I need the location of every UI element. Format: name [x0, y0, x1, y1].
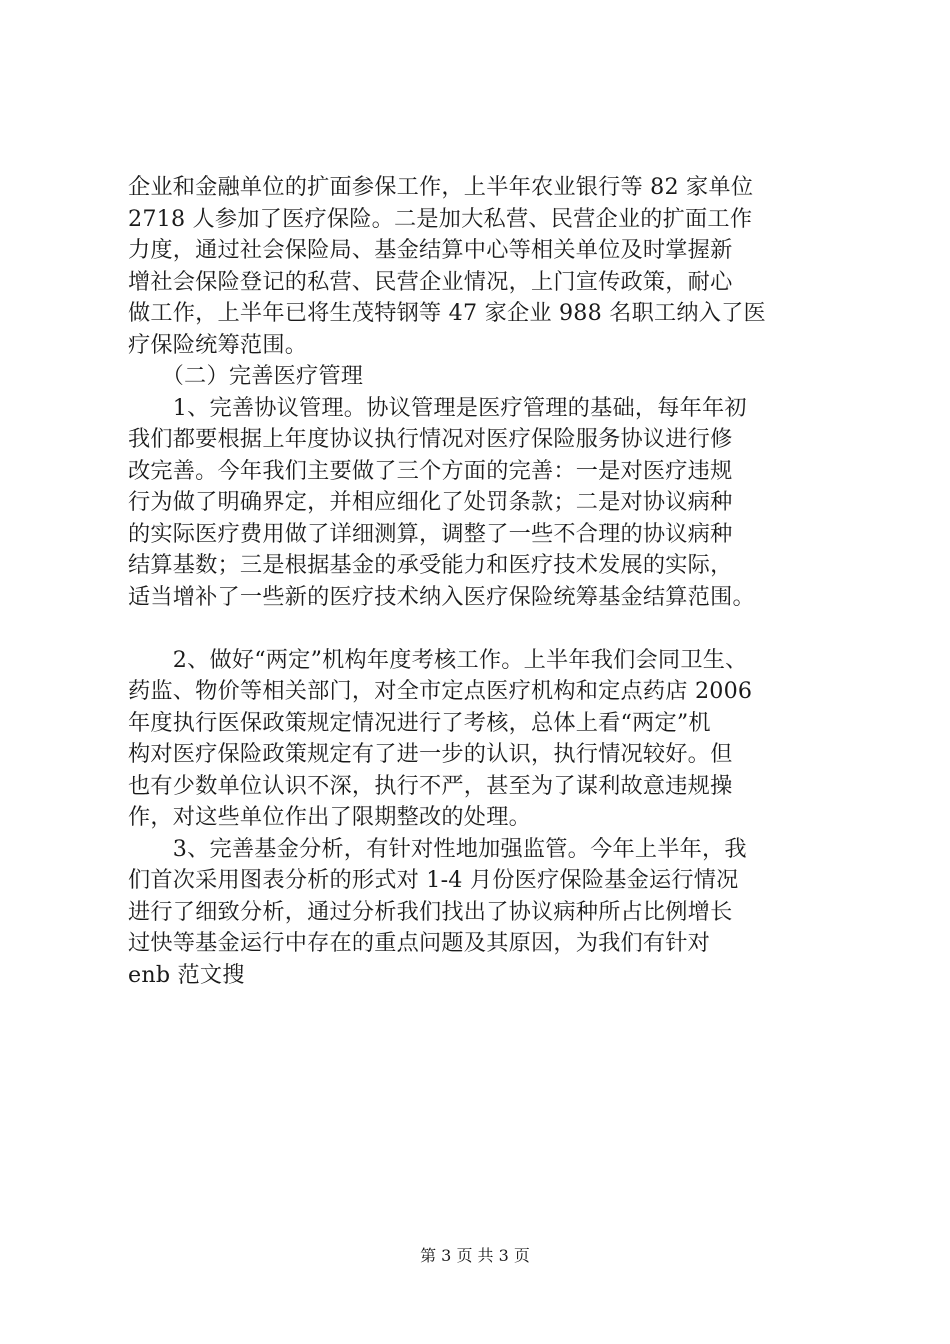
document-body: [128, 172, 848, 991]
text-line: 构对医疗保险政策规定有了进一步的认识，执行情况较好。但: [128, 741, 733, 767]
text-line: 作，对这些单位作出了限期整改的处理。: [128, 804, 531, 830]
text-line: 也有少数单位认识不深，执行不严，甚至为了谋利故意违规操: [128, 772, 733, 799]
text-line: 力度，通过社会保险局、基金结算中心等相关单位及时掌握新: [128, 237, 733, 263]
text-line: 1、完善协议管理。协议管理是医疗管理的基础，每年年初: [128, 394, 747, 421]
text-line: 疗保险统筹范围。: [128, 331, 308, 358]
text-line: 2718 人参加了医疗保险。二是加大私营、民营企业的扩面工作: [128, 205, 753, 232]
blank-line: [128, 613, 848, 645]
text-line: 年度执行医保政策规定情况进行了考核，总体上看“两定”机: [128, 709, 711, 736]
text-line: 我们都要根据上年度协议执行情况对医疗保险服务协议进行修: [128, 426, 733, 452]
page-footer: [0, 1245, 950, 1267]
text-line: 做工作，上半年已将生茂特钢等 47 家企业 988 名职工纳入了医: [128, 300, 766, 326]
text-line: 改完善。今年我们主要做了三个方面的完善：一是对医疗违规: [128, 457, 733, 484]
text-line: 2、做好“两定”机构年度考核工作。上半年我们会同卫生、: [128, 646, 748, 673]
section-heading: （二）完善医疗管理: [128, 363, 364, 389]
page-number-label: 第 3 页 共 3 页: [420, 1246, 530, 1265]
text-line: 3、完善基金分析，有针对性地加强监管。今年上半年，我: [128, 835, 747, 862]
text-line: 药监、物价等相关部门，对全市定点医疗机构和定点药店 2006: [128, 678, 753, 704]
text-line: 进行了细致分析，通过分析我们找出了协议病种所占比例增长: [128, 898, 733, 925]
text-line: 们首次采用图表分析的形式对 1-4 月份医疗保险基金运行情况: [128, 867, 739, 893]
text-line: 适当增补了一些新的医疗技术纳入医疗保险统筹基金结算范围。: [128, 583, 755, 610]
text-line: 企业和金融单位的扩面参保工作，上半年农业银行等 82 家单位: [128, 174, 754, 200]
text-line: 行为做了明确界定，并相应细化了处罚条款；二是对协议病种: [128, 489, 733, 515]
text-line: 增社会保险登记的私营、民营企业情况，上门宣传政策，耐心: [128, 268, 733, 295]
text-line: enb 范文搜: [128, 961, 245, 988]
text-line: 的实际医疗费用做了详细测算，调整了一些不合理的协议病种: [128, 520, 733, 547]
text-line: 过快等基金运行中存在的重点问题及其原因，为我们有针对: [128, 930, 711, 956]
text-line: 结算基数；三是根据基金的承受能力和医疗技术发展的实际，: [128, 552, 733, 578]
